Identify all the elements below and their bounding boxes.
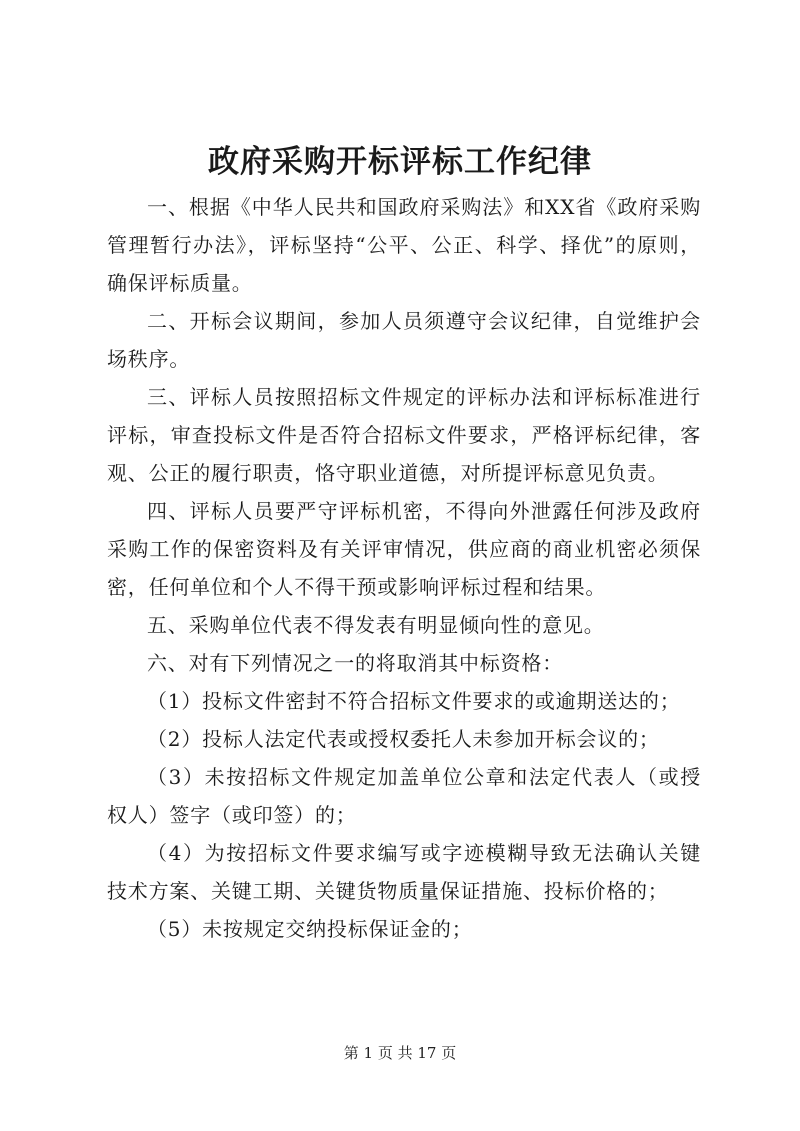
list-item-5: （5）未按规定交纳投标保证金的； [147, 917, 473, 941]
paragraph-3: 三、评标人员按照招标文件规定的评标办法和评标标准进行评标，审查投标文件是否符合招标文件要求，严格评标纪律，客观、公正的履行职责，恪守职业道德，对所提评标意见负责。 [107, 385, 701, 485]
list-item-2: （2）投标人法定代表或授权委托人未参加开标会议的； [147, 727, 660, 751]
document-body [107, 188, 701, 948]
paragraph-1: 一、根据《中华人民共和国政府采购法》和XX省《政府采购管理暂行办法》，评标坚持“公平、公正、科学、择优”的原则，确保评标质量。 [107, 195, 701, 295]
paragraph-2: 二、开标会议期间，参加人员须遵守会议纪律，自觉维护会场秩序。 [107, 309, 701, 371]
list-item-1: （1）投标文件密封不符合招标文件要求的或逾期送达的； [147, 689, 681, 713]
paragraph-5: 五、采购单位代表不得发表有明显倾向性的意见。 [147, 613, 605, 637]
list-item-3: （3）未按招标文件规定加盖单位公章和法定代表人（或授权人）签字（或印签）的； [107, 765, 701, 827]
paragraph-4: 四、评标人员要严守评标机密，不得向外泄露任何涉及政府采购工作的保密资料及有关评审情况，供应商的商业机密必须保密，任何单位和个人不得干预或影响评标过程和结果。 [107, 499, 701, 599]
list-item-4: （4）为按招标文件要求编写或字迹模糊导致无法确认关键技术方案、关键工期、关键货物质量保证措施、投标价格的； [107, 841, 701, 903]
paragraph-6: 六、对有下列情况之一的将取消其中标资格： [147, 651, 563, 675]
page-footer: 第 1 页 共 17 页 [343, 1044, 457, 1062]
document-title: 政府采购开标评标工作纪律 [208, 144, 592, 180]
